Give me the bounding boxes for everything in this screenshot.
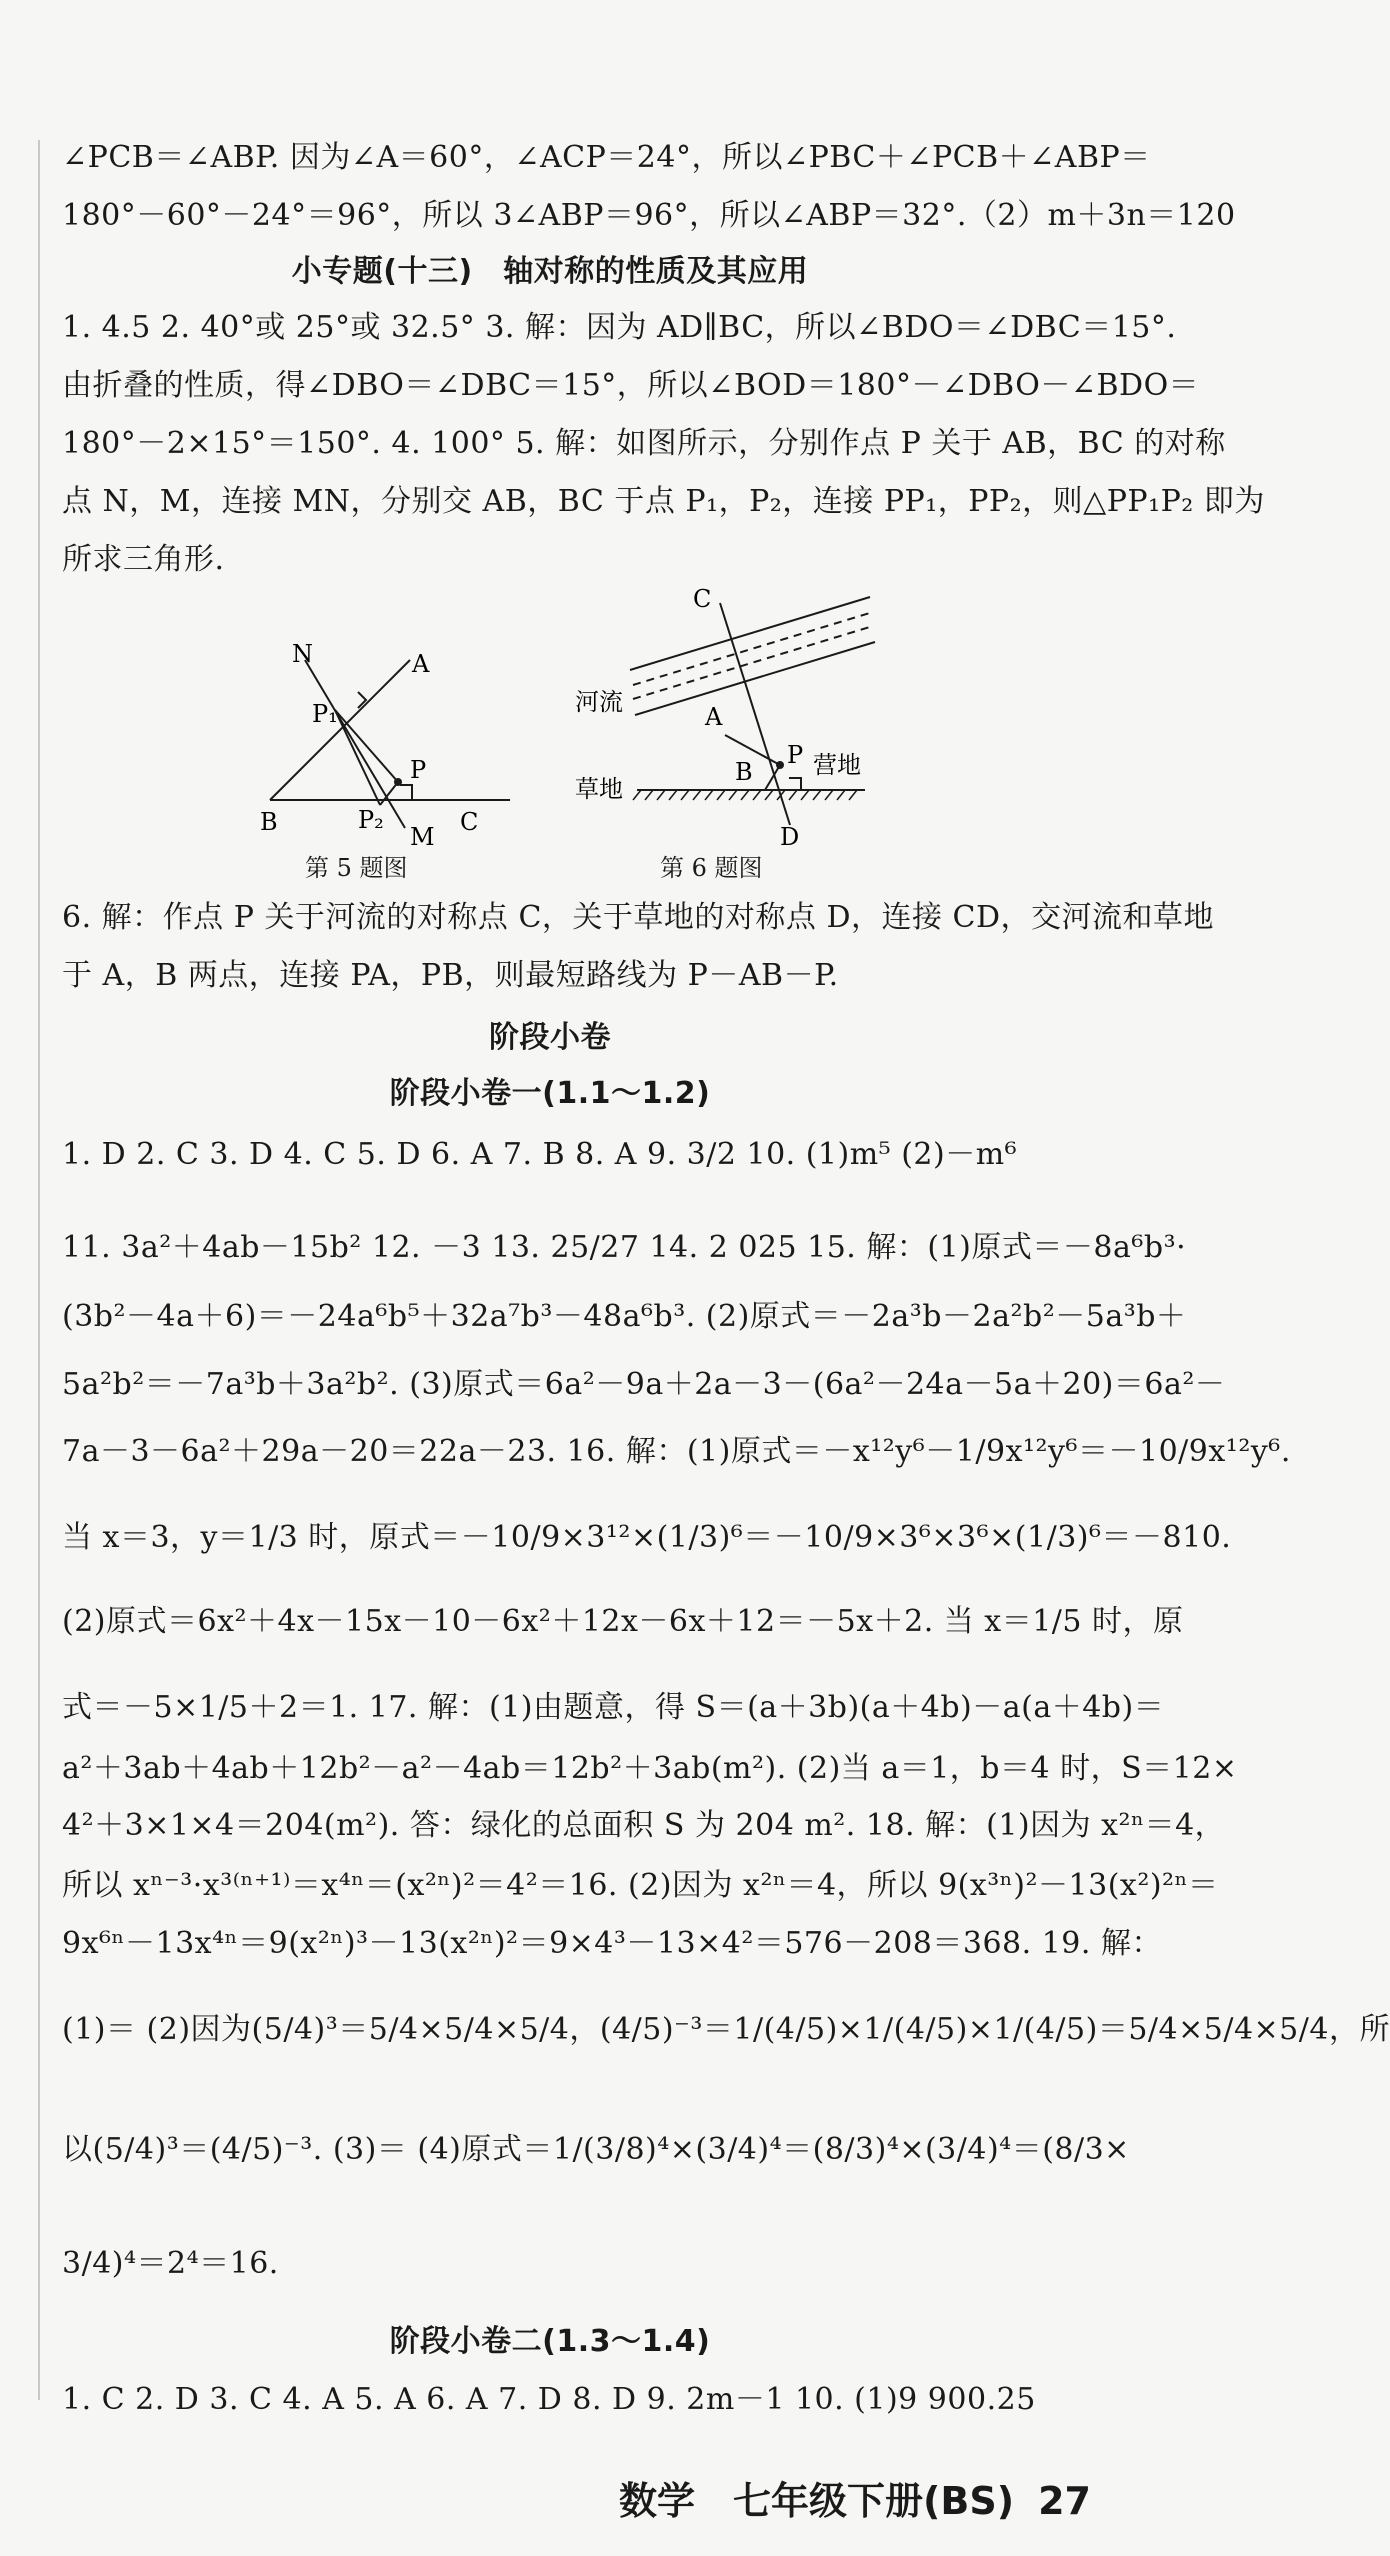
figure-5-caption: 第 5 题图 bbox=[305, 854, 408, 882]
margin-rule bbox=[38, 140, 40, 2400]
figure-6 bbox=[575, 585, 905, 850]
fig5-label-P: P bbox=[410, 756, 427, 784]
text-line: ∠PCB＝∠ABP. 因为∠A＝60°，∠ACP＝24°，所以∠PBC＋∠PCB＋∠ABP＝ bbox=[62, 140, 1151, 175]
section-heading: 阶段小卷二(1.3～1.4) bbox=[389, 2324, 711, 2359]
text-line: 11. 3a²＋4ab－15b² 12. －3 13. 25/27 14. 2 025 15. 解：(1)原式＝－8a⁶b³· bbox=[62, 1230, 1187, 1265]
text-line: (1)＝ (2)因为(5/4)³＝5/4×5/4×5/4，(4/5)⁻³＝1/(4/5)×1/(4/5)×1/(4/5)＝5/4×5/4×5/4，所 bbox=[62, 2012, 1390, 2047]
fig5-label-P1: P₁ bbox=[312, 700, 338, 728]
section-heading: 阶段小卷 bbox=[489, 1020, 611, 1055]
fig6-label-river: 河流 bbox=[575, 688, 623, 716]
text-line: 以(5/4)³＝(4/5)⁻³. (3)＝ (4)原式＝1/(3/8)⁴×(3/4)⁴＝(8/3)⁴×(3/4)⁴＝(8/3× bbox=[62, 2132, 1130, 2167]
text-line: 1. 4.5 2. 40°或 25°或 32.5° 3. 解：因为 AD∥BC，所以∠BDO＝∠DBC＝15°. bbox=[62, 310, 1177, 345]
text-line: 由折叠的性质，得∠DBO＝∠DBC＝15°，所以∠BOD＝180°－∠DBO－∠BDO＝ bbox=[62, 368, 1200, 403]
text-line: 式＝－5×1/5＋2＝1. 17. 解：(1)由题意，得 S＝(a＋3b)(a＋4b)－a(a＋4b)＝ bbox=[62, 1690, 1165, 1725]
fig6-label-camp: 营地 bbox=[813, 751, 861, 779]
text-line: a²＋3ab＋4ab＋12b²－a²－4ab＝12b²＋3ab(m²). (2)当 a＝1，b＝4 时，S＝12× bbox=[62, 1751, 1238, 1786]
text-line: 180°－2×15°＝150°. 4. 100° 5. 解：如图所示，分别作点 P 关于 AB，BC 的对称 bbox=[62, 426, 1226, 461]
text-line: 9x⁶ⁿ－13x⁴ⁿ＝9(x²ⁿ)³－13(x²ⁿ)²＝9×4³－13×4²＝576－208＝368. 19. 解： bbox=[62, 1926, 1162, 1961]
fig5-label-P2: P₂ bbox=[358, 806, 384, 834]
text-line: 180°－60°－24°＝96°，所以 3∠ABP＝96°，所以∠ABP＝32°.（2）m＋3n＝120 bbox=[62, 198, 1236, 233]
text-line: 于 A，B 两点，连接 PA，PB，则最短路线为 P－AB－P. bbox=[62, 958, 839, 993]
text-line: 3/4)⁴＝2⁴＝16. bbox=[62, 2246, 279, 2281]
fig5-label-A: A bbox=[412, 650, 430, 678]
fig6-label-D: D bbox=[780, 823, 800, 851]
text-line: 4²＋3×1×4＝204(m²). 答：绿化的总面积 S 为 204 m². 18. 解：(1)因为 x²ⁿ＝4， bbox=[62, 1808, 1226, 1843]
text-line: 1. C 2. D 3. C 4. A 5. A 6. A 7. D 8. D 9. 2m－1 10. (1)9 900.25 bbox=[62, 2382, 1036, 2417]
text-line: 所以 xⁿ⁻³·x³⁽ⁿ⁺¹⁾＝x⁴ⁿ＝(x²ⁿ)²＝4²＝16. (2)因为 x²ⁿ＝4，所以 9(x³ⁿ)²－13(x²)²ⁿ＝ bbox=[62, 1868, 1219, 1903]
page-footer bbox=[619, 2470, 1091, 2525]
figure-6-caption: 第 6 题图 bbox=[660, 854, 763, 882]
text-line: (2)原式＝6x²＋4x－15x－10－6x²＋12x－6x＋12＝－5x＋2. 当 x＝1/5 时，原 bbox=[62, 1604, 1184, 1639]
page-number: 27 bbox=[1038, 2479, 1091, 2523]
fig5-label-N: N bbox=[292, 640, 313, 668]
fig6-label-C: C bbox=[693, 585, 712, 613]
text-line: (3b²－4a＋6)＝－24a⁶b⁵＋32a⁷b³－48a⁶b³. (2)原式＝－2a³b－2a²b²－5a³b＋ bbox=[62, 1299, 1187, 1334]
text-line: 7a－3－6a²＋29a－20＝22a－23. 16. 解：(1)原式＝－x¹²y⁶－1/9x¹²y⁶＝－10/9x¹²y⁶. bbox=[62, 1434, 1291, 1469]
fig5-label-B: B bbox=[260, 808, 278, 836]
text-line: 6. 解：作点 P 关于河流的对称点 C，关于草地的对称点 D，连接 CD，交河流和草地 bbox=[62, 900, 1215, 935]
figure-5 bbox=[240, 600, 520, 850]
fig6-label-grass: 草地 bbox=[575, 775, 623, 803]
footer-subject: 数学 七年级下册(BS) bbox=[619, 2479, 1015, 2523]
text-line: 1. D 2. C 3. D 4. C 5. D 6. A 7. B 8. A 9. 3/2 10. (1)m⁵ (2)－m⁶ bbox=[62, 1137, 1018, 1172]
text-line: 所求三角形. bbox=[62, 542, 225, 577]
section-heading: 阶段小卷一(1.1～1.2) bbox=[389, 1076, 711, 1111]
fig5-label-C: C bbox=[460, 808, 479, 836]
fig6-label-P: P bbox=[787, 741, 804, 769]
fig6-label-A: A bbox=[705, 703, 723, 731]
fig5-label-M: M bbox=[410, 823, 435, 851]
section-heading: 小专题(十三) 轴对称的性质及其应用 bbox=[291, 254, 809, 289]
text-line: 点 N，M，连接 MN，分别交 AB，BC 于点 P₁，P₂，连接 PP₁，PP₂，则△PP₁P₂ 即为 bbox=[62, 484, 1265, 519]
text-line: 5a²b²＝－7a³b＋3a²b². (3)原式＝6a²－9a＋2a－3－(6a²－24a－5a＋20)＝6a²－ bbox=[62, 1367, 1226, 1402]
fig6-label-B: B bbox=[735, 758, 753, 786]
text-line: 当 x＝3，y＝1/3 时，原式＝－10/9×3¹²×(1/3)⁶＝－10/9×3⁶×3⁶×(1/3)⁶＝－810. bbox=[62, 1520, 1232, 1555]
